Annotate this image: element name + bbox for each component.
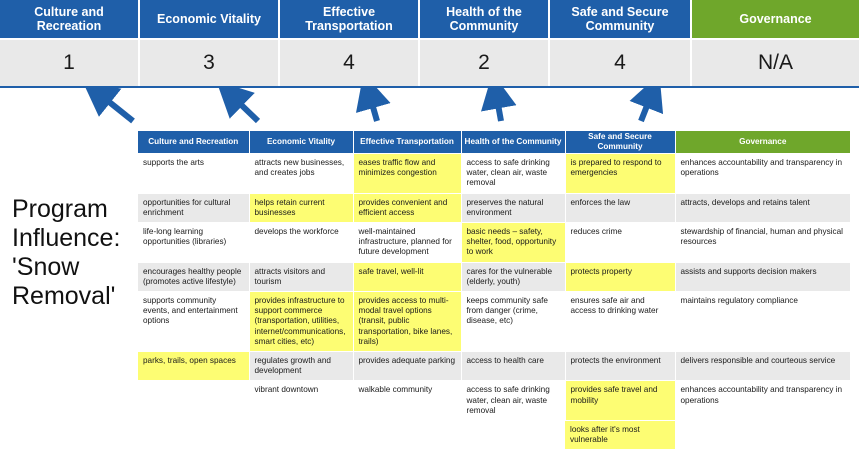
- matrix-cell-r5-c4: protects the environment: [565, 352, 675, 381]
- matrix-cell-r2-c2: well-maintained infrastructure, planned for future development: [353, 223, 461, 263]
- influence-matrix: [138, 131, 850, 450]
- arrow-economic-vitality: [231, 95, 258, 121]
- matrix-cell-r1-c5: attracts, develops and retains talent: [675, 193, 850, 222]
- matrix-cell-r7-c2: [353, 421, 461, 450]
- arrow-group: [0, 86, 859, 136]
- table-row: [138, 292, 850, 352]
- table-row: [138, 154, 850, 194]
- matrix-header-row: [138, 131, 850, 154]
- matrix-col-header-2: Effective Transportation: [353, 131, 461, 154]
- summary-value-2: 4: [280, 40, 420, 86]
- summary-value-3: 2: [420, 40, 550, 86]
- matrix-cell-r7-c1: [249, 421, 353, 450]
- table-row: [138, 223, 850, 263]
- summary-header-row: [0, 0, 859, 38]
- matrix-cell-r5-c3: access to health care: [461, 352, 565, 381]
- summary-value-1: 3: [140, 40, 280, 86]
- matrix-cell-r3-c1: attracts visitors and tourism: [249, 262, 353, 291]
- arrows-svg: [0, 86, 859, 136]
- matrix-col-header-0: Culture and Recreation: [138, 131, 249, 154]
- matrix-cell-r3-c2: safe travel, well-lit: [353, 262, 461, 291]
- matrix-cell-r4-c3: keeps community safe from danger (crime, disease, etc): [461, 292, 565, 352]
- table-row: [138, 352, 850, 381]
- summary-header-0: Culture and Recreation: [0, 0, 140, 38]
- table-row: [138, 193, 850, 222]
- matrix-cell-r0-c1: attracts new businesses, and creates jobs: [249, 154, 353, 194]
- matrix-cell-r1-c1: helps retain current businesses: [249, 193, 353, 222]
- matrix-cell-r7-c4: looks after it's most vulnerable: [565, 421, 675, 450]
- matrix-cell-r0-c4: is prepared to respond to emergencies: [565, 154, 675, 194]
- matrix-col-header-3: Health of the Community: [461, 131, 565, 154]
- matrix-cell-r0-c3: access to safe drinking water, clean air, waste removal: [461, 154, 565, 194]
- matrix-cell-r0-c5: enhances accountability and transparency in operations: [675, 154, 850, 194]
- matrix-cell-r2-c4: reduces crime: [565, 223, 675, 263]
- matrix-cell-r2-c3: basic needs – safety, shelter, food, opportunity to work: [461, 223, 565, 263]
- matrix-cell-r6-c5: enhances accountability and transparency in operations: [675, 381, 850, 421]
- table-row: [138, 262, 850, 291]
- matrix-cell-r6-c2: walkable community: [353, 381, 461, 421]
- matrix-cell-r1-c3: preserves the natural environment: [461, 193, 565, 222]
- arrow-effective-transportation: [369, 93, 377, 121]
- matrix-cell-r1-c2: provides convenient and efficient access: [353, 193, 461, 222]
- matrix-cell-r7-c0: [138, 421, 249, 450]
- summary-value-row: [0, 38, 859, 86]
- matrix-cell-r4-c4: ensures safe air and access to drinking water: [565, 292, 675, 352]
- summary-value-4: 4: [550, 40, 692, 86]
- matrix-cell-r4-c2: provides access to multi-modal travel options (transit, public transportation, bike lanes, trails): [353, 292, 461, 352]
- matrix-cell-r3-c4: protects property: [565, 262, 675, 291]
- matrix-body: [138, 154, 850, 450]
- summary-header-3: Health of the Community: [420, 0, 550, 38]
- summary-header-1: Economic Vitality: [140, 0, 280, 38]
- matrix-cell-r6-c1: vibrant downtown: [249, 381, 353, 421]
- table-row: [138, 421, 850, 450]
- matrix-cell-r4-c1: provides infrastructure to support commerce (transportation, utilities, internet/communications, smart cities, etc): [249, 292, 353, 352]
- arrow-safe-and-secure-community: [641, 93, 652, 121]
- matrix-cell-r1-c4: enforces the law: [565, 193, 675, 222]
- summary-header-2: Effective Transportation: [280, 0, 420, 38]
- table-row: [138, 381, 850, 421]
- matrix-cell-r5-c5: delivers responsible and courteous service: [675, 352, 850, 381]
- matrix-cell-r1-c0: opportunities for cultural enrichment: [138, 193, 249, 222]
- matrix-cell-r5-c2: provides adequate parking: [353, 352, 461, 381]
- summary-header-4: Safe and Secure Community: [550, 0, 692, 38]
- summary-band: [0, 0, 859, 88]
- matrix-cell-r2-c0: life-long learning opportunities (libraries): [138, 223, 249, 263]
- matrix-cell-r5-c1: regulates growth and development: [249, 352, 353, 381]
- arrow-culture-and-recreation: [98, 93, 133, 121]
- summary-value-5: N/A: [757, 51, 793, 74]
- arrow-health-of-the-community: [496, 93, 501, 121]
- matrix-cell-r2-c1: develops the workforce: [249, 223, 353, 263]
- matrix-header: [138, 131, 850, 154]
- summary-value-0: 1: [0, 40, 140, 86]
- matrix-cell-r4-c5: maintains regulatory compliance: [675, 292, 850, 352]
- matrix-cell-r0-c0: supports the arts: [138, 154, 249, 194]
- matrix-cell-r0-c2: eases traffic flow and minimizes congestion: [353, 154, 461, 194]
- page-title: Program Influence: 'Snow Removal': [12, 195, 121, 310]
- matrix-cell-r6-c0: [138, 381, 249, 421]
- matrix-cell-r5-c0: parks, trails, open spaces: [138, 352, 249, 381]
- matrix-col-header-1: Economic Vitality: [249, 131, 353, 154]
- summary-header-5: Governance: [692, 0, 859, 38]
- matrix-cell-r3-c0: encourages healthy people (promotes active lifestyle): [138, 262, 249, 291]
- matrix-cell-r7-c5: [675, 421, 850, 450]
- matrix-cell-r3-c5: assists and supports decision makers: [675, 262, 850, 291]
- matrix-col-header-4: Safe and Secure Community: [565, 131, 675, 154]
- matrix-cell-r4-c0: supports community events, and entertainment options: [138, 292, 249, 352]
- matrix-cell-r2-c5: stewardship of financial, human and physical resources: [675, 223, 850, 263]
- matrix-col-header-5: Governance: [675, 131, 850, 154]
- matrix-cell-r7-c3: [461, 421, 565, 450]
- matrix-cell-r3-c3: cares for the vulnerable (elderly, youth): [461, 262, 565, 291]
- matrix-cell-r6-c3: access to safe drinking water, clean air, waste removal: [461, 381, 565, 421]
- matrix-cell-r6-c4: provides safe travel and mobility: [565, 381, 675, 421]
